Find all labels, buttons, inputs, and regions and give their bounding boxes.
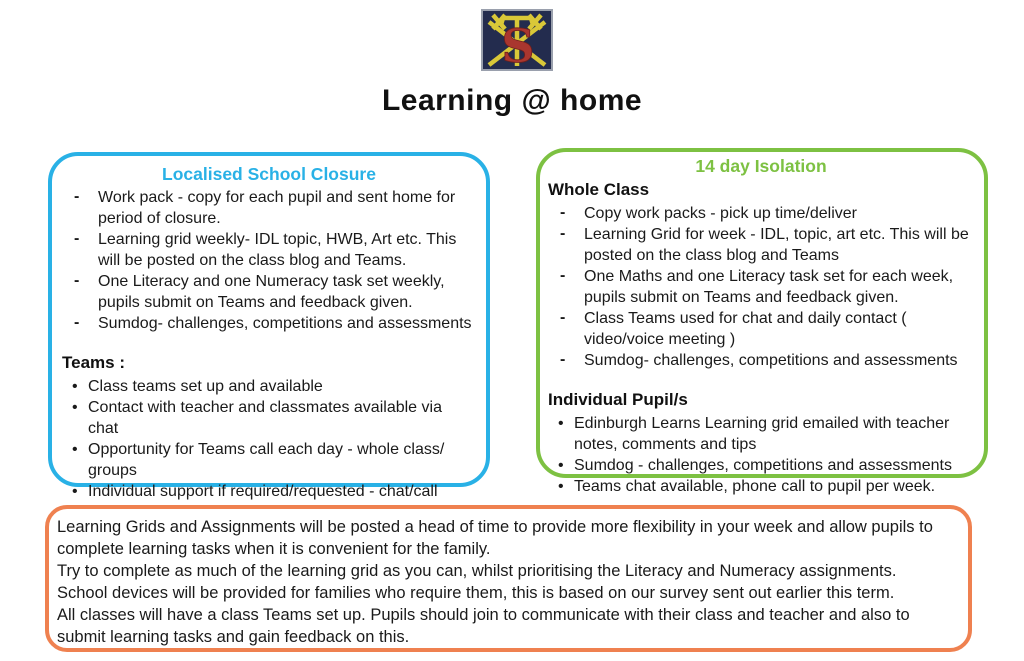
isolation-bullet-list (548, 413, 974, 497)
list-item: • Sumdog - challenges, competitions and assessments (548, 455, 974, 476)
list-item: - Learning grid weekly- IDL topic, HWB, Art etc. This will be posted on the class blog and Teams. (62, 229, 476, 271)
crest-monogram: S (501, 19, 535, 71)
list-item: - Sumdog- challenges, competitions and assessments (548, 350, 974, 371)
school-crest-logo (481, 9, 553, 71)
teams-heading: Teams : (62, 353, 125, 372)
footnote-line: All classes will have a class Teams set up. Pupils should join to communicate with their class and teacher and also to submit learning tasks and gain feedback on this. (57, 606, 910, 646)
list-item: • Contact with teacher and classmates available via chat (62, 397, 476, 439)
list-item: - Sumdog- challenges, competitions and assessments (62, 313, 476, 334)
localised-school-closure-box (48, 152, 490, 500)
closure-box-title: Localised School Closure (162, 164, 376, 184)
closure-bullet-list (62, 376, 476, 502)
list-item: - Copy work packs - pick up time/deliver (548, 203, 974, 224)
individual-pupils-heading: Individual Pupil/s (548, 390, 688, 409)
isolation-box-title: 14 day Isolation (695, 156, 827, 176)
page-title: Learning @ home (381, 84, 643, 117)
isolation-dash-list (548, 203, 974, 371)
list-item: - Class Teams used for chat and daily contact ( video/voice meeting ) (548, 308, 974, 350)
list-item: • Teams chat available, phone call to pupil per week. (548, 476, 974, 497)
list-item: • Opportunity for Teams call each day - whole class/ groups (62, 439, 476, 481)
footnote-line: Try to complete as much of the learning grid as you can, whilst prioritising the Literacy and Numeracy assignments. (57, 562, 897, 580)
list-item: • Class teams set up and available (62, 376, 476, 397)
footnote-line: Learning Grids and Assignments will be posted a head of time to provide more flexibility in your week and allow pupils to complete learning tasks when it is convenient for the family. (57, 518, 933, 558)
list-item: - Work pack - copy for each pupil and sent home for period of closure. (62, 187, 476, 229)
general-info-box (45, 505, 972, 652)
list-item: - Learning Grid for week - IDL, topic, art etc. This will be posted on the class blog and Teams (548, 224, 974, 266)
closure-dash-list (62, 187, 476, 334)
isolation-box (536, 148, 988, 495)
list-item: - One Literacy and one Numeracy task set weekly, pupils submit on Teams and feedback given. (62, 271, 476, 313)
list-item: • Edinburgh Learns Learning grid emailed with teacher notes, comments and tips (548, 413, 974, 455)
whole-class-heading: Whole Class (548, 180, 650, 199)
footnote-line: School devices will be provided for families who require them, this is based on our survey sent out earlier this term. (57, 584, 895, 602)
list-item: • Individual support if required/requested - chat/call (62, 481, 476, 502)
list-item: - One Maths and one Literacy task set for each week, pupils submit on Teams and feedback given. (548, 266, 974, 308)
